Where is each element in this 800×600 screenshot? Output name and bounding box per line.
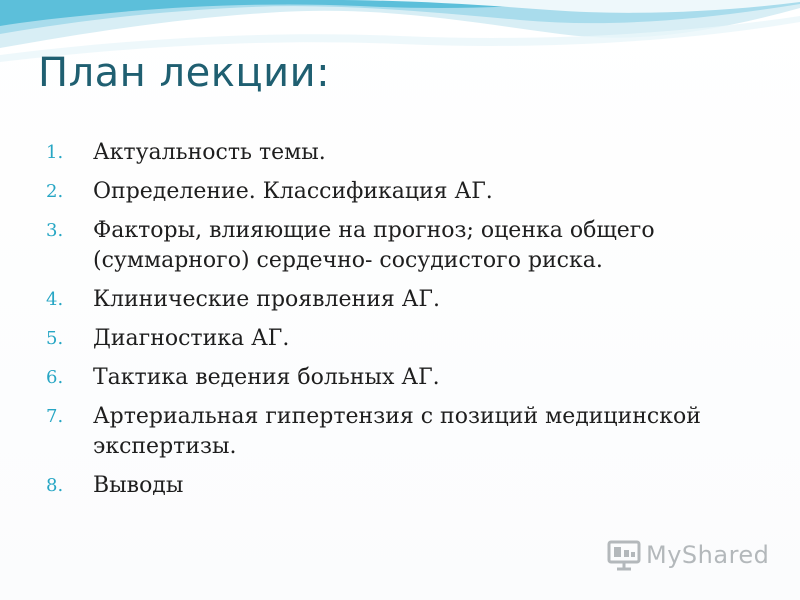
item-text: Выводы [93,473,184,498]
item-number: 1. [46,142,64,163]
lecture-plan-list [46,138,766,510]
item-text: Клинические проявления АГ. [93,287,440,312]
watermark-text: MyShared [646,541,770,569]
item-number: 5. [46,328,64,349]
list-item [46,324,766,354]
item-number: 6. [46,367,64,388]
list-item [46,285,766,315]
item-number: 8. [46,475,64,496]
item-number: 4. [46,289,64,310]
item-number: 7. [46,406,64,427]
slide-title: План лекции: [38,50,331,96]
list-item [46,363,766,393]
item-text: Диагностика АГ. [93,326,290,351]
list-item [46,177,766,207]
list-item [46,402,766,462]
item-text: Тактика ведения больных АГ. [93,365,440,390]
item-number: 2. [46,181,64,202]
item-text: Факторы, влияющие на прогноз; оценка общего (суммарного) сердечно- сосудистого риска. [93,218,655,273]
item-text: Актуальность темы. [93,140,326,165]
item-text: Определение. Классификация АГ. [93,179,493,204]
list-item [46,471,766,501]
presentation-board-icon [607,539,641,571]
list-item [46,216,766,276]
item-number: 3. [46,220,64,241]
item-text: Артериальная гипертензия с позиций медицинской экспертизы. [93,404,701,459]
watermark-logo [607,539,769,571]
list-item [46,138,766,168]
